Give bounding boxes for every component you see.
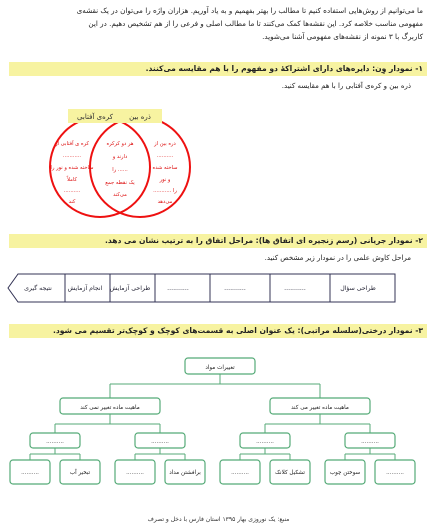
tree-level2-label: ..........	[46, 439, 64, 445]
flow-step-label: طراحی سؤال	[340, 285, 376, 292]
tree-level3-label: تبخیر آب	[69, 470, 91, 476]
intro-paragraph	[13, 4, 423, 44]
tree-level2-label: ..........	[151, 439, 169, 445]
venn-left-item: ساخته شده و نور را	[50, 165, 94, 171]
flow-step-label: طراحی آزمایش	[109, 285, 151, 292]
venn-center-item: دارند و	[112, 154, 128, 160]
tree-level2-label: ..........	[256, 439, 274, 445]
venn-left-item: ..........	[63, 188, 81, 194]
section3-heading: ۳- نمودار درختی(سلسله مراتبی): یک عنوان اصلی به قسمت‌های کوچک و کوچک‌تر تقسیم می شود.	[52, 326, 423, 335]
tree-level3-label: برافشتن مداد	[169, 470, 201, 476]
venn-center-item: هر دو کرکره	[106, 141, 134, 147]
venn-right-item: را ...........	[153, 188, 177, 194]
tree-level3-label: سوختن چوب	[329, 470, 361, 476]
tree-level3-label: ..........	[231, 470, 249, 476]
venn-right-item: ..........	[156, 153, 174, 159]
flow-chart	[0, 268, 437, 308]
tree-diagram	[0, 348, 437, 498]
venn-left-item: کره ی آفتابی از	[55, 141, 89, 147]
venn-diagram	[0, 95, 437, 235]
venn-center-item: می‌کند	[113, 192, 127, 198]
venn-right-item: ساخته شده	[152, 165, 178, 171]
venn-right-item: ذره بین از	[154, 141, 176, 147]
tree-level3-label: ..........	[386, 470, 404, 476]
venn-left-item: کند	[68, 199, 76, 205]
venn-right-item: و نور	[159, 177, 171, 183]
tree-level1-label: ماهیت ماده تغییر نمی کند	[80, 405, 140, 411]
venn-left-item: ...........	[62, 153, 82, 159]
flow-step-label: ...........	[224, 285, 246, 292]
section2-subtext: مراحل کاوش علمی را در نمودار زیر مشخص کنید.	[264, 254, 411, 262]
flow-step-label: ...........	[284, 285, 306, 292]
tree-level3-label: تشکیل کلانک	[275, 470, 305, 476]
venn-right-label: ذره بین	[129, 113, 151, 121]
flow-step-label: نتیجه گیری	[24, 285, 52, 292]
tree-level3-label: ..........	[21, 470, 39, 476]
section1-heading: ۱- نمودار وِن: دایره‌های دارای اشتراکهٔ دو مفهوم را با هم مقایسه می‌کنند.	[145, 64, 423, 73]
tree-level3-label: ..........	[126, 470, 144, 476]
intro-line: مفهومی مناسب خلاصه کرد. این نقشه‌ها کمک می‌کنند تا ما مطالب اصلی و فرعی را از هم تشخیص دهیم. در این	[88, 19, 423, 29]
section1-subtext: ذره بین و کره‌ی آفتابی را با هم مقایسه کنید.	[281, 82, 411, 90]
flow-step-label: انجام آزمایش	[67, 285, 103, 292]
tree-level2-label: ..........	[361, 439, 379, 445]
venn-center-item: یک نقطه جمع	[105, 180, 135, 186]
source-caption: منبع: یک نوروزی بهار ۱۳۹۵ استان فارس با دخل و تصرف	[147, 516, 290, 523]
flow-step-label: ...........	[167, 285, 189, 292]
intro-line: ما می‌توانیم از روش‌هایی استفاده کنیم تا مطالب را بهتر بفهمیم و به یاد آوریم. هزاران واژه را می‌توان در یک نقشه‌ی	[76, 6, 423, 15]
intro-line: کاربرگ با ۳ نمونه از نقشه‌های مفهومی آشنا می‌شوید.	[262, 32, 423, 42]
tree-root-label: تغییرات مواد	[205, 365, 235, 371]
venn-right-item: می‌دهد	[157, 199, 173, 205]
venn-left-label: کره‌ی آفتابی	[77, 113, 113, 121]
tree-level1-label: ماهیت ماده تغییر می کند	[291, 405, 349, 411]
venn-center-item: ...... را	[112, 167, 128, 173]
venn-left-item: کاملاً	[67, 177, 77, 183]
section2-heading: ۲- نمودار جریانی (رسم زنجیره ای اتفاق ها): مراحل اتفاق را به ترتیب نشان می دهد.	[104, 236, 423, 245]
